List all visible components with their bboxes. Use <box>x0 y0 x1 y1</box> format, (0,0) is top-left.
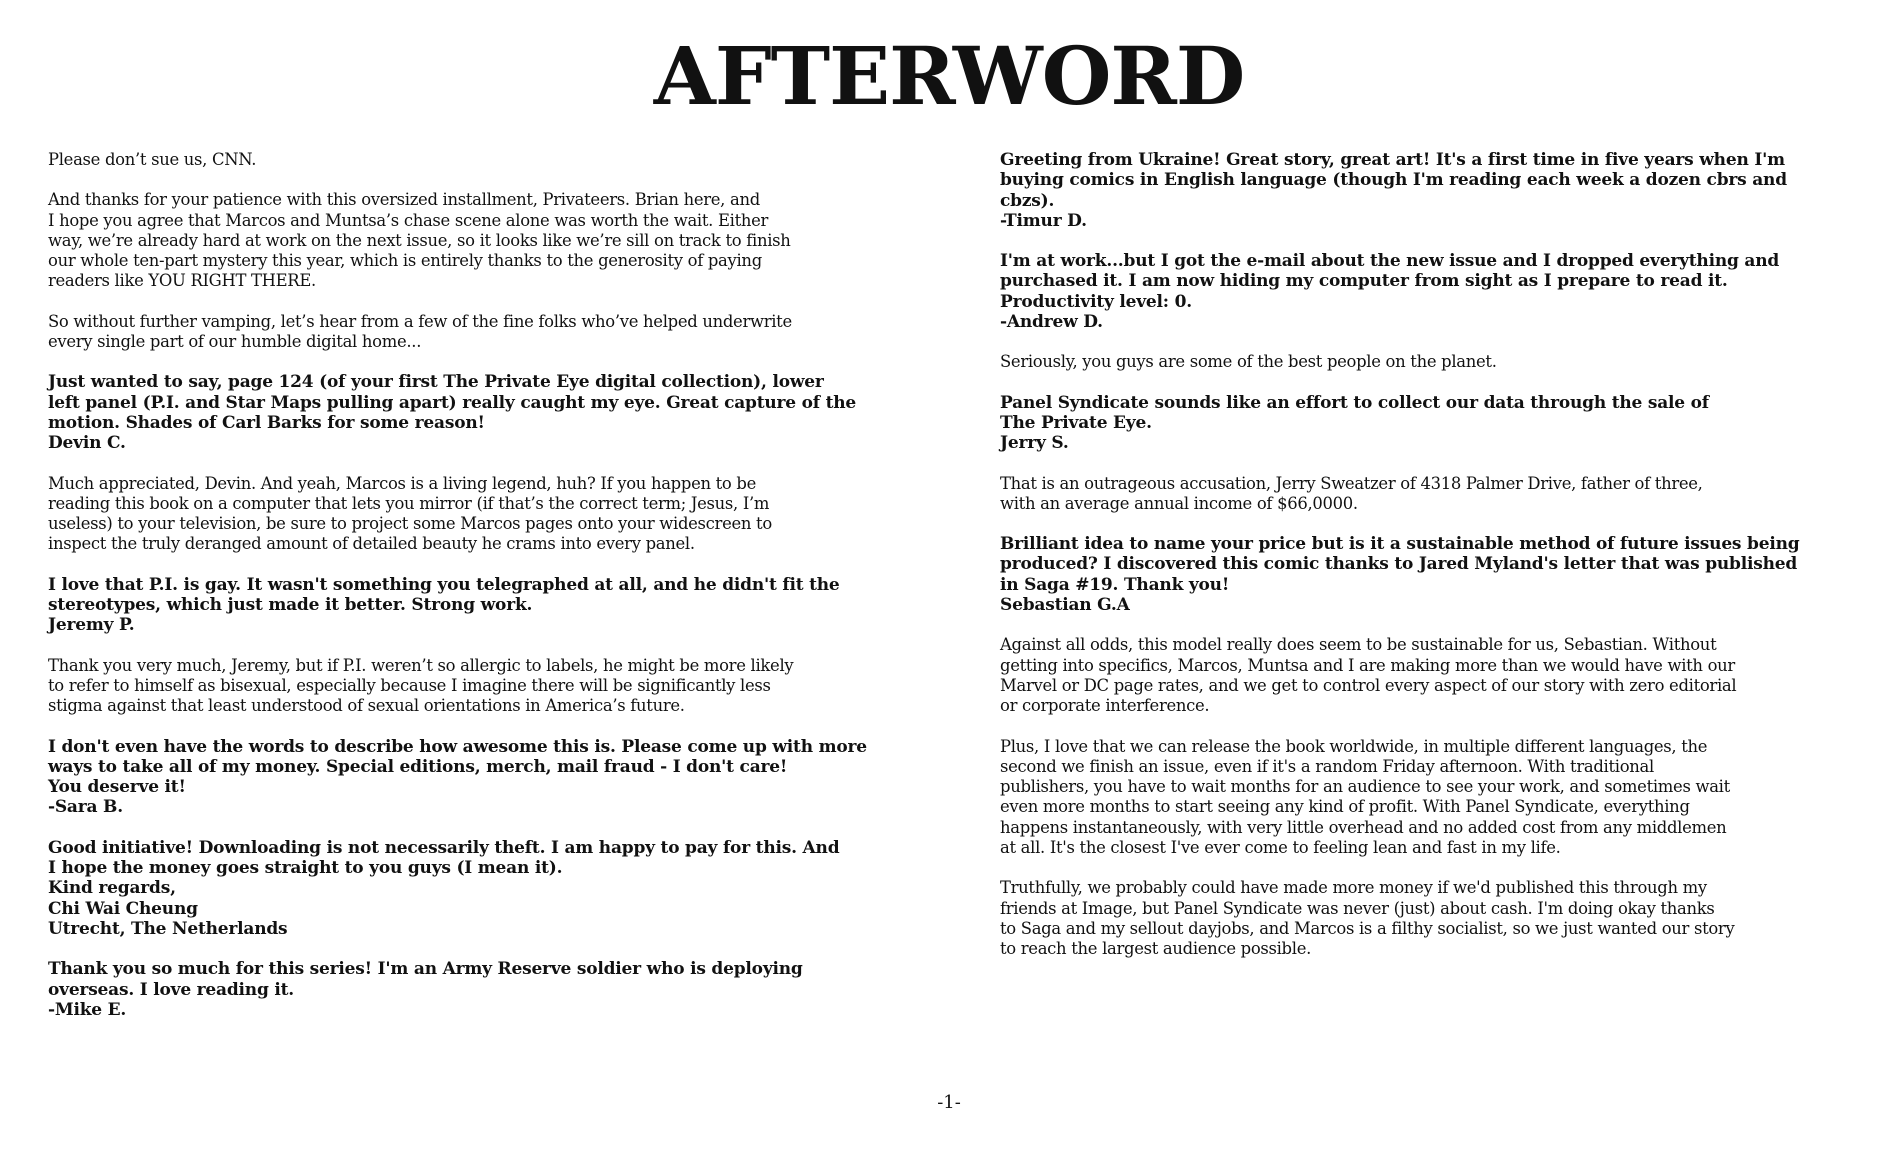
text-line: ways to take all of my money. Special editions, merch, mail fraud - I don't care! <box>48 756 788 777</box>
reader-letter <box>48 372 958 453</box>
text-line: You deserve it! <box>48 777 186 798</box>
text-line: to refer to himself as bisexual, especially because I imagine there will be significantly less <box>48 675 771 695</box>
author-reply <box>1000 474 1880 515</box>
text-line: I love that P.I. is gay. It wasn't something you telegraphed at all, and he didn't fit the <box>48 574 840 595</box>
text-line: getting into specifics, Marcos, Muntsa and I are making more than we would have with our <box>1000 655 1735 675</box>
text-line: Productivity level: 0. <box>1000 291 1192 312</box>
text-line: happens instantaneously, with very little overhead and no added cost from any middlemen <box>1000 817 1727 837</box>
text-line: -Sara B. <box>48 797 123 818</box>
text-line: to reach the largest audience possible. <box>1000 939 1311 959</box>
text-line: Greeting from Ukraine! Great story, great art! It's a first time in five years when I'm <box>1000 150 1785 170</box>
author-reply <box>48 656 958 717</box>
text-line: Against all odds, this model really does seem to be sustainable for us, Sebastian. Without <box>1000 635 1717 655</box>
text-line: Good initiative! Downloading is not necessarily theft. I am happy to pay for this. And <box>48 837 840 858</box>
text-line: motion. Shades of Carl Barks for some reason! <box>48 412 485 433</box>
text-line: Brilliant idea to name your price but is it a sustainable method of future issues being <box>1000 534 1800 555</box>
reader-letter <box>1000 393 1880 454</box>
text-line: I don't even have the words to describe how awesome this is. Please come up with more <box>48 736 867 757</box>
author-reply <box>48 474 958 555</box>
text-line: Much appreciated, Devin. And yeah, Marcos is a living legend, huh? If you happen to be <box>48 473 756 493</box>
author-reply <box>48 190 958 291</box>
text-line: produced? I discovered this comic thanks to Jared Myland's letter that was published <box>1000 554 1798 575</box>
text-line: inspect the truly deranged amount of detailed beauty he crams into every panel. <box>48 534 695 554</box>
text-line: That is an outrageous accusation, Jerry Sweatzer of 4318 Palmer Drive, father of three, <box>1000 473 1703 493</box>
text-line: Marvel or DC page rates, and we get to control every aspect of our story with zero editorial <box>1000 675 1737 695</box>
author-reply <box>48 150 958 170</box>
author-reply <box>1000 737 1880 859</box>
author-reply <box>1000 352 1880 372</box>
author-reply <box>1000 635 1880 716</box>
reader-letter <box>1000 251 1880 332</box>
text-line: in Saga #19. Thank you! <box>1000 574 1230 595</box>
left-column <box>48 150 958 1040</box>
text-line: And thanks for your patience with this oversized installment, Privateers. Brian here, and <box>48 190 760 210</box>
text-line: Panel Syndicate sounds like an effort to collect our data through the sale of <box>1000 392 1709 413</box>
page-number: -1- <box>937 1092 961 1113</box>
text-line: purchased it. I am now hiding my computer from sight as I prepare to read it. <box>1000 271 1728 292</box>
text-line: useless) to your television, be sure to project some Marcos pages onto your widescreen to <box>48 514 772 534</box>
author-reply <box>48 312 958 353</box>
text-line: Jeremy P. <box>48 615 135 636</box>
page-title: AFTERWORD <box>653 29 1245 123</box>
text-line: Chi Wai Cheung <box>48 898 198 919</box>
text-line: second we finish an issue, even if it's a random Friday afternoon. With traditional <box>1000 756 1654 776</box>
text-line: The Private Eye. <box>1000 412 1152 433</box>
text-line: or corporate interference. <box>1000 696 1210 716</box>
text-line: Please don’t sue us, CNN. <box>48 150 257 169</box>
author-reply <box>1000 878 1880 959</box>
text-line: with an average annual income of $66,0000. <box>1000 493 1358 513</box>
reader-letter <box>1000 534 1880 615</box>
text-line: buying comics in English language (though I'm reading each week a dozen cbrs and <box>1000 170 1787 191</box>
text-line: publishers, you have to wait months for an audience to see your work, and sometimes wait <box>1000 777 1730 797</box>
text-line: Truthfully, we probably could have made more money if we'd published this through my <box>1000 878 1707 898</box>
text-line: our whole ten-part mystery this year, which is entirely thanks to the generosity of paying <box>48 251 762 271</box>
text-line: to Saga and my sellout dayjobs, and Marcos is a filthy socialist, so we just wanted our story <box>1000 918 1735 938</box>
reader-letter <box>48 575 958 636</box>
text-line: cbzs). <box>1000 190 1055 211</box>
text-line: So without further vamping, let’s hear from a few of the fine folks who’ve helped underwrite <box>48 311 792 331</box>
text-line: reading this book on a computer that lets you mirror (if that’s the correct term; Jesus, I’m <box>48 493 770 513</box>
text-line: stereotypes, which just made it better. Strong work. <box>48 595 533 616</box>
reader-letter <box>48 838 958 939</box>
text-line: left panel (P.I. and Star Maps pulling apart) really caught my eye. Great capture of the <box>48 392 857 413</box>
text-line: every single part of our humble digital home... <box>48 332 422 352</box>
text-line: way, we’re already hard at work on the next issue, so it looks like we’re sill on track to finish <box>48 230 791 250</box>
text-line: Plus, I love that we can release the book worldwide, in multiple different languages, the <box>1000 736 1708 756</box>
text-line: Devin C. <box>48 433 126 454</box>
reader-letter <box>48 959 958 1020</box>
text-line: Thank you very much, Jeremy, but if P.I. weren’t so allergic to labels, he might be more likely <box>48 655 794 675</box>
text-line: -Mike E. <box>48 999 127 1020</box>
text-line: Just wanted to say, page 124 (of your first The Private Eye digital collection), lower <box>48 372 824 393</box>
text-line: overseas. I love reading it. <box>48 979 295 1000</box>
text-line: I hope you agree that Marcos and Muntsa’s chase scene alone was worth the wait. Either <box>48 210 769 230</box>
reader-letter <box>48 737 958 818</box>
text-line: Seriously, you guys are some of the best people on the planet. <box>1000 352 1497 372</box>
text-line: Thank you so much for this series! I'm an Army Reserve soldier who is deploying <box>48 959 803 980</box>
text-line: Jerry S. <box>1000 433 1069 454</box>
text-line: Utrecht, The Netherlands <box>48 918 288 939</box>
text-line: readers like YOU RIGHT THERE. <box>48 271 316 291</box>
text-line: I'm at work...but I got the e-mail about the new issue and I dropped everything and <box>1000 251 1780 272</box>
text-line: Sebastian G.A <box>1000 595 1130 616</box>
text-line: Kind regards, <box>48 878 176 899</box>
text-line: at all. It's the closest I've ever come to feeling lean and fast in my life. <box>1000 838 1561 858</box>
text-line: stigma against that least understood of sexual orientations in America’s future. <box>48 696 685 716</box>
text-line: even more months to start seeing any kind of profit. With Panel Syndicate, everything <box>1000 797 1690 817</box>
text-line: I hope the money goes straight to you guys (I mean it). <box>48 858 563 879</box>
text-line: -Timur D. <box>1000 210 1087 231</box>
right-column <box>1000 150 1880 980</box>
text-line: -Andrew D. <box>1000 312 1103 333</box>
reader-letter <box>1000 150 1880 231</box>
text-line: friends at Image, but Panel Syndicate was never (just) about cash. I'm doing okay thanks <box>1000 898 1715 918</box>
